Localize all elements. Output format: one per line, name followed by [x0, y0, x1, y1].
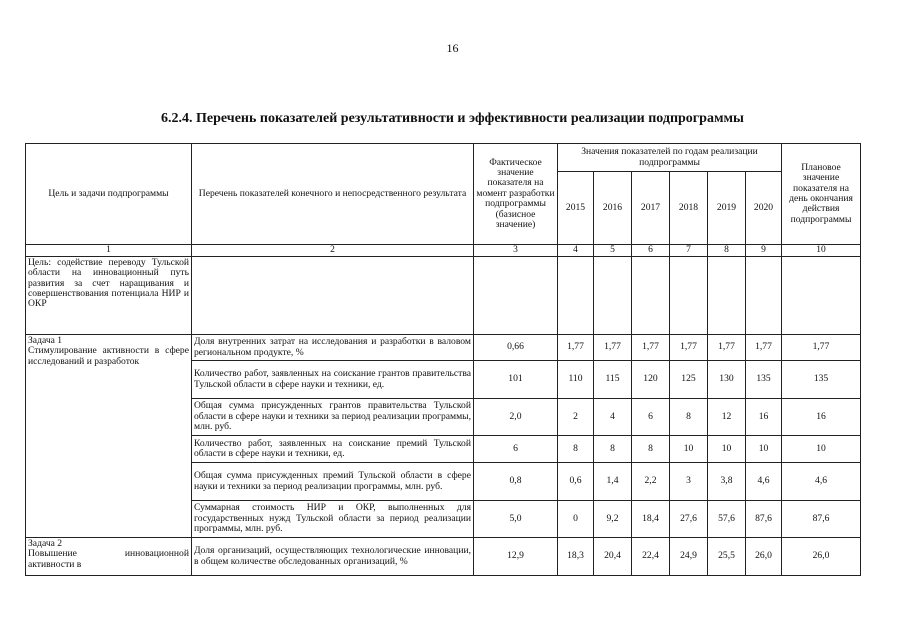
year-value: 18,4	[632, 501, 670, 538]
year-value: 115	[594, 361, 632, 399]
indicator-text: Суммарная стоимость НИР и ОКР, выполненных для государственных нужд Тульской области за период реализации программы, млн. руб.	[192, 501, 474, 538]
column-number: 2	[192, 245, 474, 257]
planned-value: 16	[782, 399, 861, 436]
header-years-group: Значения показателей по годам реализации подпрограммы	[558, 144, 782, 172]
page-number: 16	[446, 41, 459, 55]
year-value: 1,77	[746, 335, 782, 361]
year-value: 26,0	[746, 538, 782, 576]
year-value: 1,77	[558, 335, 594, 361]
year-value: 2,2	[632, 463, 670, 501]
header-planned-value: Плановое значение показателя на день окончания действия подпрограммы	[782, 144, 861, 245]
year-value: 18,3	[558, 538, 594, 576]
header-goal-tasks: Цель и задачи подпрограммы	[26, 144, 192, 245]
year-value: 4,6	[746, 463, 782, 501]
planned-value: 135	[782, 361, 861, 399]
header-year: 2015	[558, 172, 594, 245]
year-value: 10	[670, 436, 708, 463]
planned-value: 10	[782, 436, 861, 463]
year-value: 8	[558, 436, 594, 463]
planned-value: 26,0	[782, 538, 861, 576]
table-row	[26, 335, 861, 361]
year-value: 10	[708, 436, 746, 463]
year-value: 8	[670, 399, 708, 436]
header-year: 2019	[708, 172, 746, 245]
column-number: 10	[782, 245, 861, 257]
column-number: 1	[26, 245, 192, 257]
indicator-text: Количество работ, заявленных на соискание грантов правительства Тульской области в сфере науки и техники, ед.	[192, 361, 474, 399]
year-value: 1,77	[670, 335, 708, 361]
year-value: 125	[670, 361, 708, 399]
year-value: 130	[708, 361, 746, 399]
year-value: 9,2	[594, 501, 632, 538]
year-value: 8	[594, 436, 632, 463]
year-value: 110	[558, 361, 594, 399]
year-value: 20,4	[594, 538, 632, 576]
year-value: 1,77	[632, 335, 670, 361]
base-value: 101	[474, 361, 558, 399]
year-value: 57,6	[708, 501, 746, 538]
planned-value: 87,6	[782, 501, 861, 538]
goal-text: Цель: содействие переводу Тульской области на инновационный путь развития за счет наращивания и совершенствования потенциала НИР и ОКР	[26, 257, 192, 335]
column-number-row	[26, 245, 861, 257]
base-value: 5,0	[474, 501, 558, 538]
goal-row	[26, 257, 861, 335]
header-base-value: Фактическое значение показателя на момент разработки подпрограммы (базисное значение)	[474, 144, 558, 245]
base-value: 2,0	[474, 399, 558, 436]
year-value: 120	[632, 361, 670, 399]
column-number: 8	[708, 245, 746, 257]
year-value: 24,9	[670, 538, 708, 576]
year-value: 2	[558, 399, 594, 436]
year-value: 10	[746, 436, 782, 463]
task-1-text: Стимулирование активности в сфере исследований и разработок	[28, 345, 189, 367]
column-number: 6	[632, 245, 670, 257]
year-value: 8	[632, 436, 670, 463]
year-value: 27,6	[670, 501, 708, 538]
base-value: 0,8	[474, 463, 558, 501]
column-number: 5	[594, 245, 632, 257]
base-value: 12,9	[474, 538, 558, 576]
year-value: 3	[670, 463, 708, 501]
year-value: 6	[632, 399, 670, 436]
year-value: 0	[558, 501, 594, 538]
task-2-text: Повышение инновационной активности в	[28, 548, 189, 570]
year-value: 4	[594, 399, 632, 436]
header-year: 2018	[670, 172, 708, 245]
year-value: 1,4	[594, 463, 632, 501]
year-value: 3,8	[708, 463, 746, 501]
year-value: 135	[746, 361, 782, 399]
planned-value: 4,6	[782, 463, 861, 501]
year-value: 16	[746, 399, 782, 436]
column-number: 3	[474, 245, 558, 257]
column-number: 7	[670, 245, 708, 257]
year-value: 22,4	[632, 538, 670, 576]
header-indicators: Перечень показателей конечного и непосредственного результата	[192, 144, 474, 245]
task-1-name: Задача 1	[28, 335, 63, 346]
base-value: 6	[474, 436, 558, 463]
indicator-text: Общая сумма присужденных грантов правительства Тульской области в сфере науки и техники за период реализации программы, млн. руб.	[192, 399, 474, 436]
indicator-text: Доля организаций, осуществляющих технологические инновации, в общем количестве обследованных организаций, %	[192, 538, 474, 576]
header-year: 2016	[594, 172, 632, 245]
indicator-text: Доля внутренних затрат на исследования и разработки в валовом региональном продукте, %	[192, 335, 474, 361]
column-number: 9	[746, 245, 782, 257]
year-value: 0,6	[558, 463, 594, 501]
year-value: 1,77	[594, 335, 632, 361]
indicators-table	[25, 143, 861, 576]
header-year: 2020	[746, 172, 782, 245]
planned-value: 1,77	[782, 335, 861, 361]
year-value: 87,6	[746, 501, 782, 538]
indicator-text: Общая сумма присужденных премий Тульской области в сфере науки и техники за период реализации программы, млн. руб.	[192, 463, 474, 501]
table-row	[26, 538, 861, 576]
task-2-name: Задача 2	[28, 538, 63, 549]
task-1-cell	[26, 335, 192, 538]
document-title: 6.2.4. Перечень показателей результативности и эффективности реализации подпрограммы	[161, 111, 744, 126]
base-value: 0,66	[474, 335, 558, 361]
column-number: 4	[558, 245, 594, 257]
year-value: 1,77	[708, 335, 746, 361]
task-2-cell	[26, 538, 192, 576]
indicator-text: Количество работ, заявленных на соискание премий Тульской области в сфере науки и техники, ед.	[192, 436, 474, 463]
header-year: 2017	[632, 172, 670, 245]
year-value: 12	[708, 399, 746, 436]
year-value: 25,5	[708, 538, 746, 576]
